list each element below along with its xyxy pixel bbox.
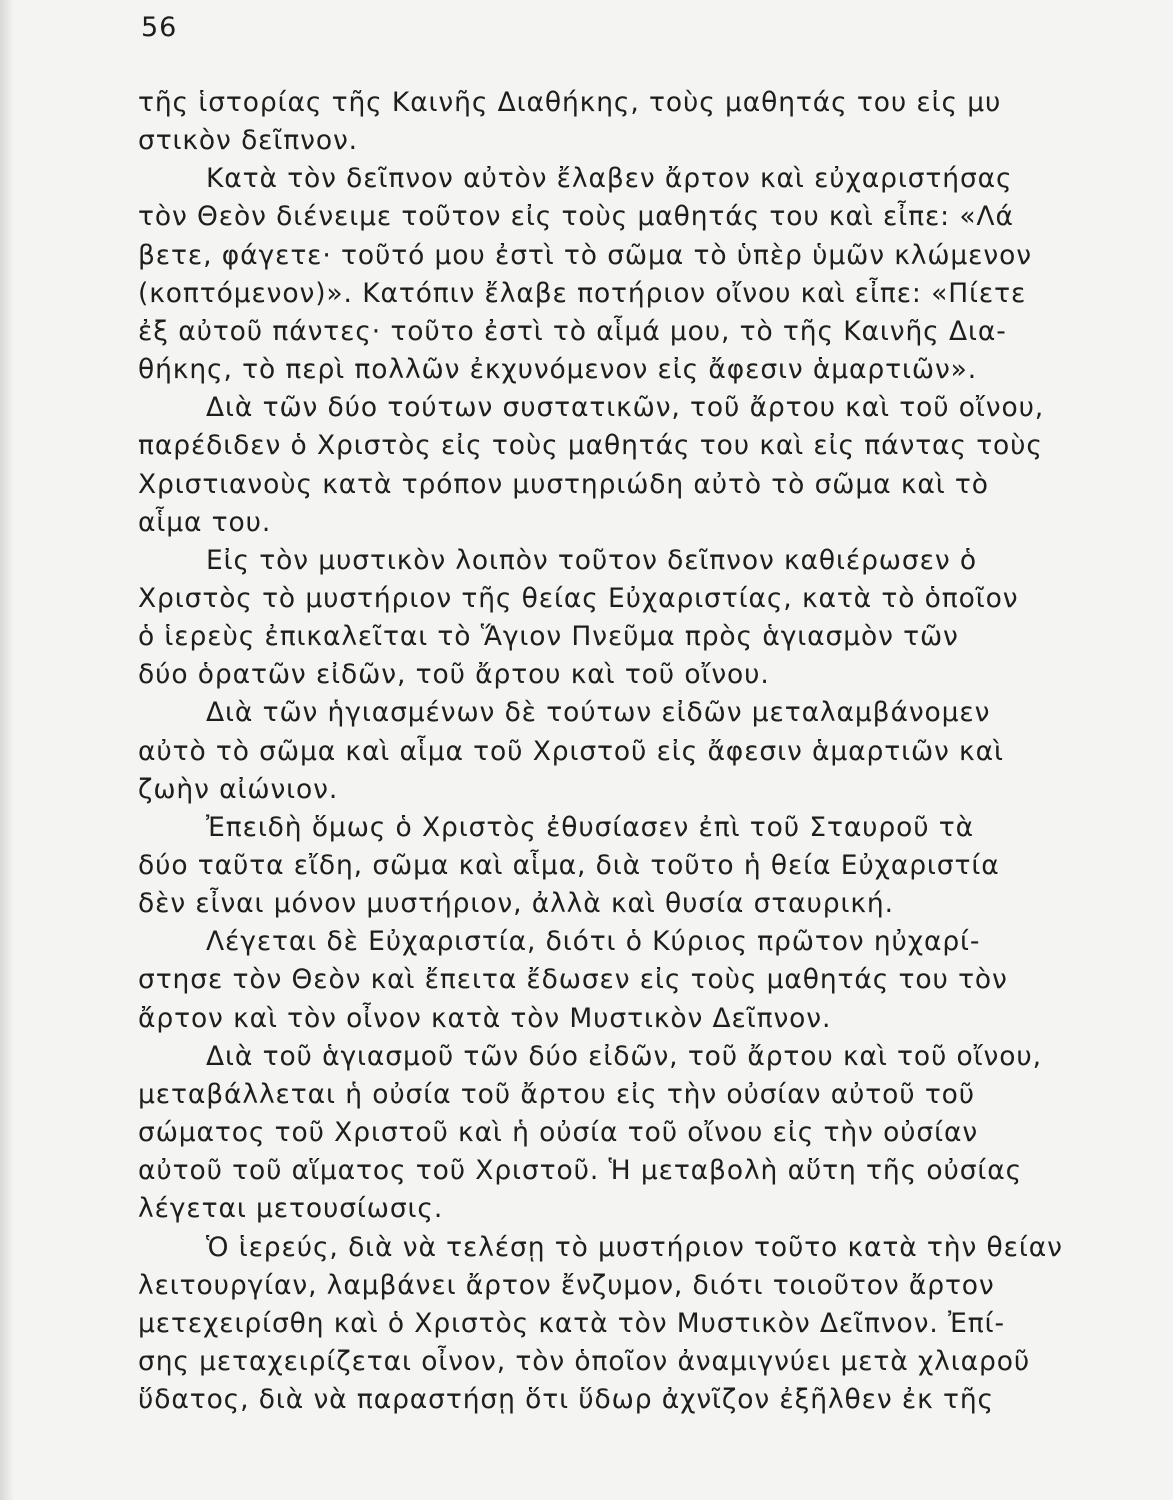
text-line: Ἐπειδὴ ὅμως ὁ Χριστὸς ἐθυσίασεν ἐπὶ τοῦ Σταυροῦ τὰ <box>206 811 975 843</box>
text-line: Εἰς τὸν μυστικὸν λοιπὸν τοῦτον δεῖπνον καθιέρωσεν ὁ <box>206 544 977 576</box>
text-line: στησε τὸν Θεὸν καὶ ἔπειτα ἔδωσεν εἰς τοὺς μαθητάς του τὸν <box>138 964 1008 996</box>
text-line: Λέγεται δὲ Εὐχαριστία, διότι ὁ Κύριος πρῶτον ηὐχαρί- <box>206 926 981 958</box>
text-line: τῆς ἱστορίας τῆς Καινῆς Διαθήκης, τοὺς μαθητάς του εἰς μυ <box>138 87 1002 118</box>
text-line: λειτουργίαν, λαμβάνει ἄρτον ἔνζυμον, διότι τοιοῦτον ἄρτον <box>138 1269 995 1301</box>
text-line: μετεχειρίσθη καὶ ὁ Χριστὸς κατὰ τὸν Μυστικὸν Δεῖπνον. Ἐπί- <box>138 1307 1005 1339</box>
text-line: δύο ὁρατῶν εἰδῶν, τοῦ ἄρτου καὶ τοῦ οἴνου. <box>138 659 770 691</box>
text-line: αἷμα του. <box>138 506 272 538</box>
text-line: Ὁ ἱερεύς, διὰ νὰ τελέσῃ τὸ μυστήριον τοῦτο κατὰ τὴν θείαν <box>206 1231 1063 1263</box>
text-line: τὸν Θεὸν διένειμε τοῦτον εἰς τοὺς μαθητάς του καὶ εἶπε: «Λά <box>138 201 1014 233</box>
text-line: δὲν εἶναι μόνον μυστήριον, ἀλλὰ καὶ θυσία σταυρική. <box>138 888 894 920</box>
text-line: ἄρτον καὶ τὸν οἶνον κατὰ τὸν Μυστικὸν Δεῖπνον. <box>138 1002 832 1034</box>
text-line: Χριστιανοὺς κατὰ τρόπον μυστηριώδη αὐτὸ τὸ σῶμα καὶ τὸ <box>138 468 989 500</box>
text-line: δύο ταῦτα εἴδη, σῶμα καὶ αἷμα, διὰ τοῦτο ἡ θεία Εὐχαριστία <box>138 850 1000 881</box>
text-line: Διὰ τῶν ἡγιασμένων δὲ τούτων εἰδῶν μεταλαμβάνομεν <box>206 697 991 729</box>
text-line: Διὰ τῶν δύο τούτων συστατικῶν, τοῦ ἄρτου καὶ τοῦ οἴνου, <box>206 392 1045 424</box>
page-number: 56 <box>141 12 178 43</box>
text-line: ζωὴν αἰώνιον. <box>138 773 339 805</box>
text-line: σης μεταχειρίζεται οἶνον, τὸν ὁποῖον ἀναμιγνύει μετὰ χλιαροῦ <box>138 1345 1031 1377</box>
text-line: Χριστὸς τὸ μυστήριον τῆς θείας Εὐχαριστίας, κατὰ τὸ ὁποῖον <box>138 582 1019 614</box>
text-line: Διὰ τοῦ ἁγιασμοῦ τῶν δύο εἰδῶν, τοῦ ἄρτου καὶ τοῦ οἴνου, <box>206 1040 1042 1072</box>
text-line: ἐξ αὐτοῦ πάντες· τοῦτο ἐστὶ τὸ αἷμά μου, τὸ τῆς Καινῆς Δια- <box>138 315 1007 347</box>
text-line: σώματος τοῦ Χριστοῦ καὶ ἡ οὐσία τοῦ οἴνου εἰς τὴν οὐσίαν <box>138 1117 979 1149</box>
text-line: αὐτοῦ τοῦ αἵματος τοῦ Χριστοῦ. Ἡ μεταβολὴ αὕτη τῆς οὐσίας <box>138 1155 1023 1187</box>
text-line: λέγεται μετουσίωσις. <box>138 1193 444 1225</box>
text-line: θήκης, τὸ περὶ πολλῶν ἐκχυνόμενον εἰς ἄφεσιν ἁμαρτιῶν». <box>138 354 978 386</box>
text-line: στικὸν δεῖπνον. <box>138 125 358 157</box>
text-line: μεταβάλλεται ἡ οὐσία τοῦ ἄρτου εἰς τὴν οὐσίαν αὐτοῦ τοῦ <box>138 1078 976 1110</box>
text-line: βετε, φάγετε· τοῦτό μου ἐστὶ τὸ σῶμα τὸ ὑπὲρ ὑμῶν κλώμενον <box>138 239 1032 271</box>
text-line: (κοπτόμενον)». Κατόπιν ἔλαβε ποτήριον οἴνου καὶ εἶπε: «Πίετε <box>138 277 1027 309</box>
text-line: αὐτὸ τὸ σῶμα καὶ αἷμα τοῦ Χριστοῦ εἰς ἄφεσιν ἁμαρτιῶν καὶ <box>138 735 1004 767</box>
page-edge-shadow <box>0 0 14 1500</box>
text-line: παρέδιδεν ὁ Χριστὸς εἰς τοὺς μαθητάς του καὶ εἰς πάντας τοὺς <box>138 430 1043 462</box>
text-line: Κατὰ τὸν δεῖπνον αὐτὸν ἔλαβεν ἄρτον καὶ εὐχαριστήσας <box>206 163 1013 195</box>
text-line: ὕδατος, διὰ νὰ παραστήσῃ ὅτι ὕδωρ ἀχνῖζον ἐξῆλθεν ἐκ τῆς <box>138 1384 994 1416</box>
text-line: ὁ ἱερεὺς ἐπικαλεῖται τὸ Ἅγιον Πνεῦμα πρὸς ἁγιασμὸν τῶν <box>138 621 959 653</box>
